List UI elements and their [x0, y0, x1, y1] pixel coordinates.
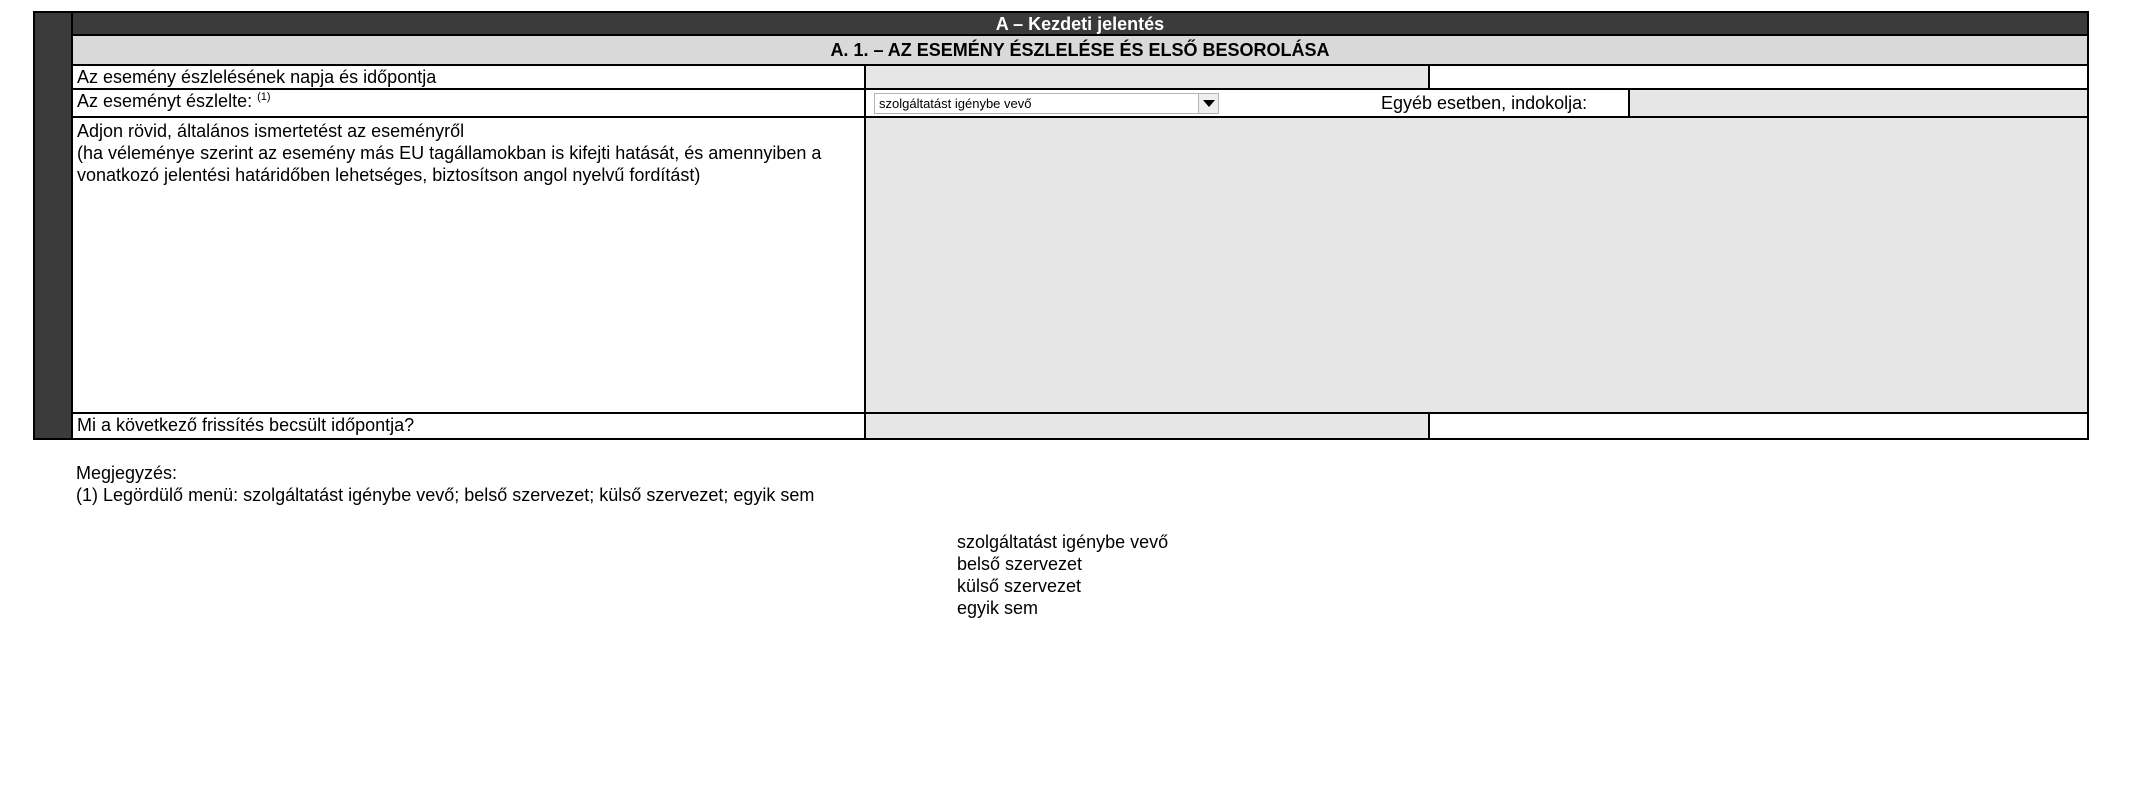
option-item: szolgáltatást igénybe vevő — [957, 532, 1169, 552]
notes-footnote-1: (1) Legördülő menü: szolgáltatást igénybe vevő; belső szervezet; külső szervezet; egyik sem — [76, 485, 815, 505]
other-reason-field[interactable] — [1628, 90, 2087, 116]
detected-by-label — [73, 90, 866, 116]
description-label-note: (ha véleménye szerint az esemény más EU tagállamokban is kifejti hatását, és amennyiben a vonatkozó jelentési határidőben lehetséges, biztosítson angol nyelvű fordítást) — [77, 143, 822, 185]
row-next-update — [73, 414, 2087, 438]
detection-time-field[interactable] — [1430, 66, 2087, 88]
dropdown-selected-value: szolgáltatást igénybe vevő — [879, 96, 1032, 111]
dropdown-options-list — [957, 531, 1168, 619]
description-label-main: Adjon rövid, általános ismertetést az eseményről — [77, 121, 465, 141]
initial-report-form — [33, 11, 2089, 440]
next-update-date-field[interactable] — [866, 414, 1430, 438]
option-item: külső szervezet — [957, 576, 1082, 596]
next-update-time-field[interactable] — [1430, 414, 2087, 438]
row-detected-by — [73, 90, 2087, 118]
option-item: egyik sem — [957, 598, 1039, 618]
chevron-down-icon[interactable] — [1198, 94, 1218, 113]
other-reason-label: Egyéb esetben, indokolja: — [1381, 93, 1588, 113]
detection-date-field[interactable] — [866, 66, 1430, 88]
description-field[interactable] — [866, 118, 2087, 412]
description-label — [73, 118, 866, 412]
detection-date-label: Az esemény észlelésének napja és időpontja — [73, 66, 866, 88]
next-update-label: Mi a következő frissítés becsült időpontja? — [73, 414, 866, 438]
notes — [76, 462, 814, 506]
notes-heading: Megjegyzés: — [76, 463, 178, 483]
option-item: belső szervezet — [957, 554, 1083, 574]
detected-by-label-text: Az eseményt észlelte: — [77, 91, 253, 111]
side-bar — [35, 13, 73, 438]
detected-by-dropdown[interactable] — [874, 93, 1219, 114]
subsection-title: A. 1. – AZ ESEMÉNY ÉSZLELÉSE ÉS ELSŐ BESOROLÁSA — [73, 36, 2087, 66]
footnote-marker: (1) — [257, 91, 271, 103]
detected-by-cell — [866, 90, 1630, 116]
section-title: A – Kezdeti jelentés — [73, 13, 2087, 36]
row-description — [73, 118, 2087, 414]
row-detection-date — [73, 66, 2087, 90]
